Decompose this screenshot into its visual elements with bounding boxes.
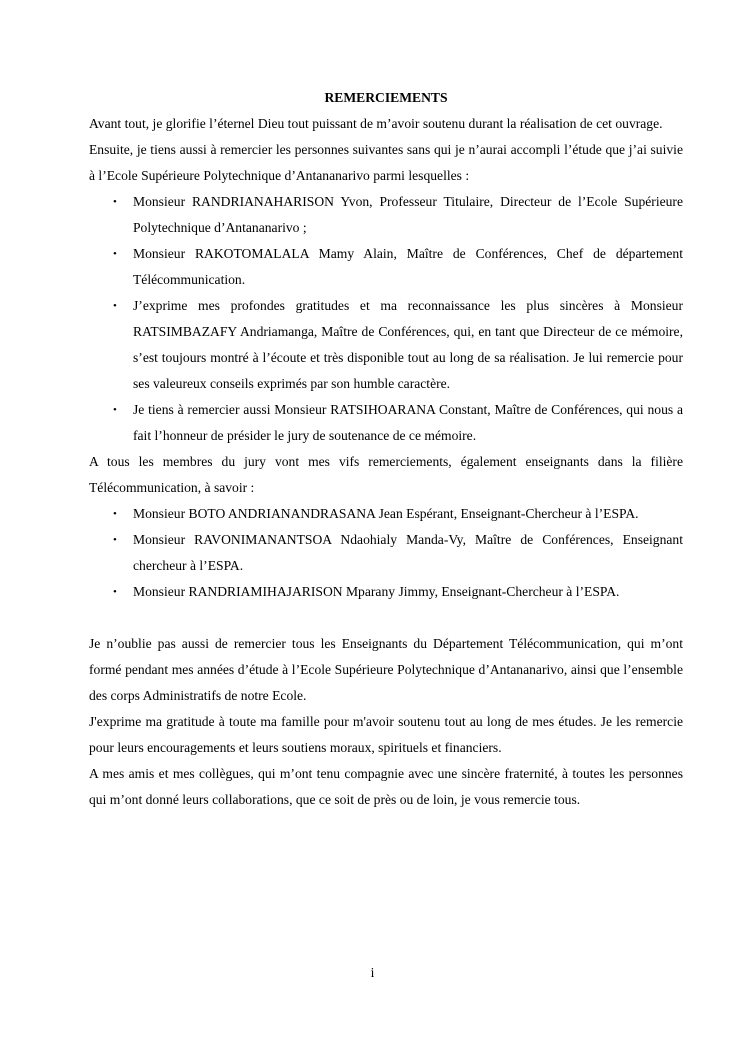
bullet-icon: •	[113, 534, 117, 546]
paragraph-thanks-people: Ensuite, je tiens aussi à remercier les personnes suivantes sans qui je n’aurai accompli l’étude que j’ai suivie à l’Ecole Supérieure Polytechnique d’Antananarivo parmi lesquelles :	[89, 142, 683, 183]
bullet-icon: •	[113, 300, 117, 312]
list-item-text: Monsieur RAKOTOMALALA Mamy Alain, Maître de Conférences, Chef de département Télécommunication.	[133, 246, 683, 287]
paragraph-intro: Avant tout, je glorifie l’éternel Dieu tout puissant de m’avoir soutenu durant la réalisation de cet ouvrage.	[89, 116, 663, 131]
list-item	[89, 241, 683, 293]
list-item-text: Monsieur RANDRIAMIHAJARISON Mparany Jimmy, Enseignant-Chercheur à l’ESPA.	[133, 584, 620, 599]
list-item-text: Monsieur RANDRIANAHARISON Yvon, Professeur Titulaire, Directeur de l’Ecole Supérieure Polytechnique d’Antananarivo ;	[133, 194, 683, 235]
bullet-icon: •	[113, 248, 117, 260]
bullet-icon: •	[113, 508, 117, 520]
document-page	[89, 88, 683, 813]
paragraph-spacer	[89, 605, 683, 631]
paragraph-jury: A tous les membres du jury vont mes vifs remerciements, également enseignants dans la filière Télécommunication, à savoir :	[89, 454, 683, 495]
list-item	[89, 527, 683, 579]
list-item	[89, 189, 683, 241]
list-item	[89, 397, 683, 449]
list-item-text: Monsieur BOTO ANDRIANANDRASANA Jean Espérant, Enseignant-Chercheur à l’ESPA.	[133, 506, 639, 521]
list-item-text: Monsieur RAVONIMANANTSOA Ndaohialy Manda-Vy, Maître de Conférences, Enseignant chercheur à l’ESPA.	[133, 532, 683, 573]
paragraph-family: J'exprime ma gratitude à toute ma famille pour m'avoir soutenu tout au long de mes études. Je les remercie pour leurs encouragements et leurs soutiens moraux, spirituels et financiers.	[89, 714, 683, 755]
list-item	[89, 579, 683, 605]
thanks-list-direction	[89, 189, 683, 449]
list-item	[89, 501, 683, 527]
list-item-text: Je tiens à remercier aussi Monsieur RATSIHOARANA Constant, Maître de Conférences, qui nous a fait l’honneur de présider le jury de soutenance de ce mémoire.	[133, 402, 683, 443]
paragraph-teachers: Je n’oublie pas aussi de remercier tous les Enseignants du Département Télécommunication, qui m’ont formé pendant mes années d’étude à l’Ecole Supérieure Polytechnique d’Antananarivo, ainsi que l’ensemble des corps Administratifs de notre Ecole.	[89, 636, 683, 703]
bullet-icon: •	[113, 586, 117, 598]
list-item-text: J’exprime mes profondes gratitudes et ma reconnaissance les plus sincères à Monsieur RATSIMBAZAFY Andriamanga, Maître de Conférences, qui, en tant que Directeur de ce mémoire, s’est toujours montré à l’écoute et très disponible tout au long de sa réalisation. Je lui remercie pour ses valeureux conseils exprimés par son humble caractère.	[133, 298, 683, 391]
bullet-icon: •	[113, 196, 117, 208]
thanks-list-jury	[89, 501, 683, 605]
list-item	[89, 293, 683, 397]
bullet-icon: •	[113, 404, 117, 416]
paragraph-friends: A mes amis et mes collègues, qui m’ont tenu compagnie avec une sincère fraternité, à toutes les personnes qui m’ont donné leurs collaborations, que ce soit de près ou de loin, je vous remercie tous.	[89, 766, 683, 807]
page-title: REMERCIEMENTS	[324, 90, 448, 105]
page-number: i	[370, 965, 375, 980]
